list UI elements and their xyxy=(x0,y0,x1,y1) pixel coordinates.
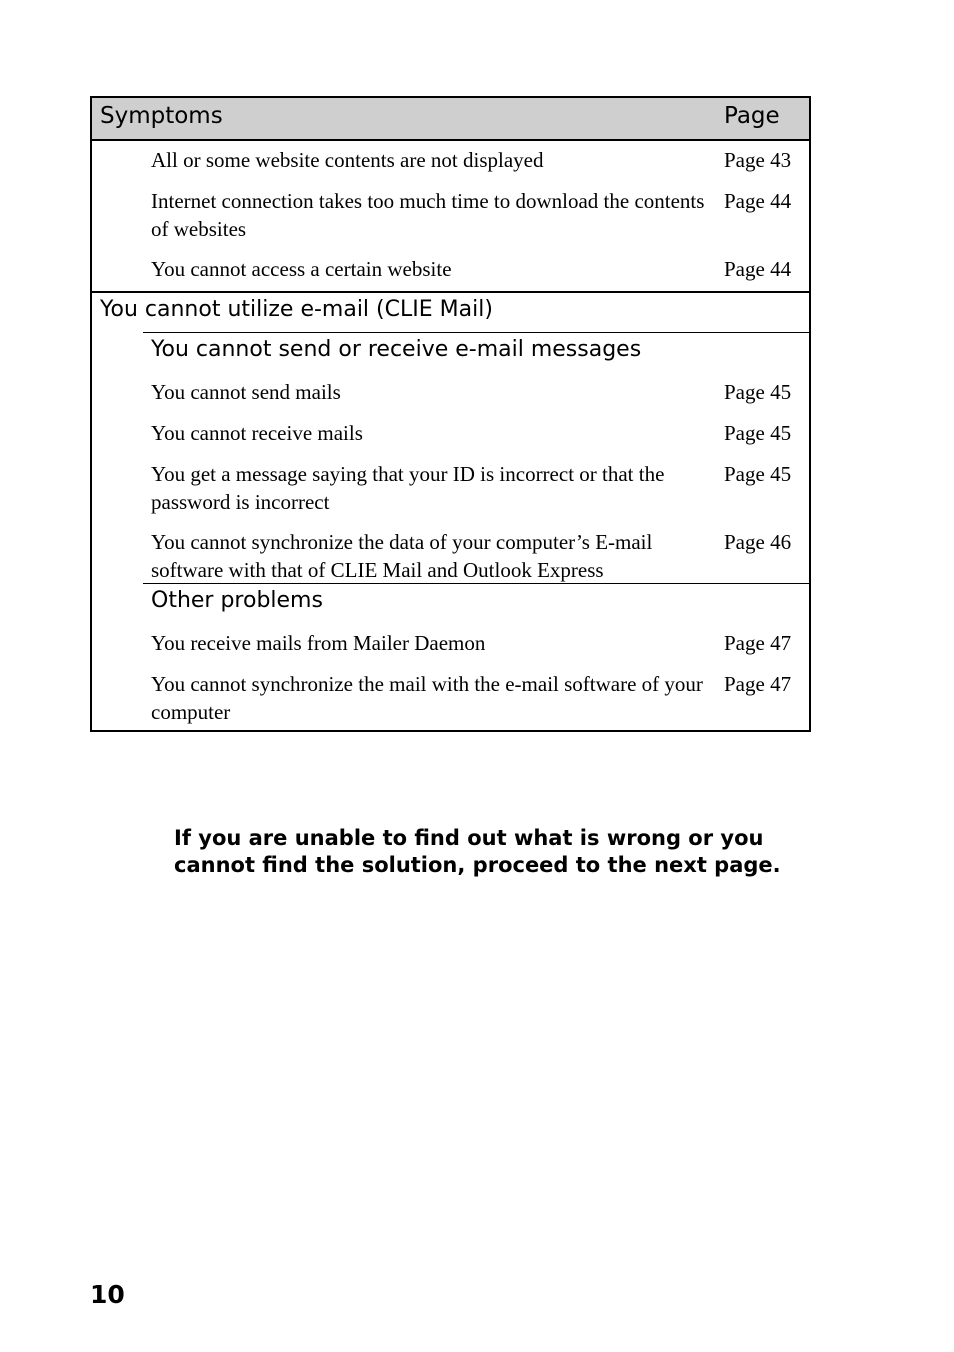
section-title: You cannot utilize e-mail (CLIE Mail) xyxy=(100,297,493,322)
table-row xyxy=(92,624,809,665)
symptom-text: You cannot synchronize the mail with the e-mail software of your computer xyxy=(151,672,703,724)
symptom-text: You cannot send mails xyxy=(151,380,341,404)
header-page: Page xyxy=(724,103,780,129)
subsection-heading xyxy=(92,332,809,373)
section-heading xyxy=(92,291,809,332)
symptom-text: You get a message saying that your ID is incorrect or that the password is incorrect xyxy=(151,462,665,514)
header-symptoms: Symptoms xyxy=(100,103,223,129)
next-page-note: If you are unable to find out what is wrong or you cannot find the solution, proceed to the next page. xyxy=(174,826,781,877)
table-row xyxy=(92,455,809,523)
symptom-text: Internet connection takes too much time to download the contents of websites xyxy=(151,189,705,241)
symptom-text: You cannot synchronize the data of your computer’s E-mail software with that of CLIE Mail and Outlook Express xyxy=(151,530,653,582)
symptom-text: You cannot access a certain website xyxy=(151,257,452,281)
page-ref: Page 43 xyxy=(724,148,792,172)
table-row xyxy=(92,182,809,251)
page-ref: Page 46 xyxy=(724,530,792,554)
symptom-text: You cannot receive mails xyxy=(151,421,363,445)
subsection-divider xyxy=(143,332,809,333)
table-header xyxy=(92,98,809,141)
page-ref: Page 44 xyxy=(724,189,792,213)
symptom-text: All or some website contents are not displayed xyxy=(151,148,544,172)
table-row xyxy=(92,665,809,730)
page-ref: Page 45 xyxy=(724,380,792,404)
page-ref: Page 47 xyxy=(724,631,792,655)
subsection-heading xyxy=(92,583,809,624)
page-ref: Page 47 xyxy=(724,672,792,696)
table-row xyxy=(92,141,809,182)
page-ref: Page 45 xyxy=(724,462,792,486)
page-number: 10 xyxy=(90,1280,125,1309)
subsection-title: Other problems xyxy=(151,588,323,613)
symptoms-table xyxy=(90,96,811,732)
subsection-divider xyxy=(143,583,809,584)
table-row xyxy=(92,414,809,455)
table-row xyxy=(92,251,809,291)
page-ref: Page 45 xyxy=(724,421,792,445)
subsection-title: You cannot send or receive e-mail messages xyxy=(151,337,642,362)
symptom-text: You receive mails from Mailer Daemon xyxy=(151,631,486,655)
page-ref: Page 44 xyxy=(724,257,792,281)
table-row xyxy=(92,373,809,414)
table-row xyxy=(92,523,809,583)
